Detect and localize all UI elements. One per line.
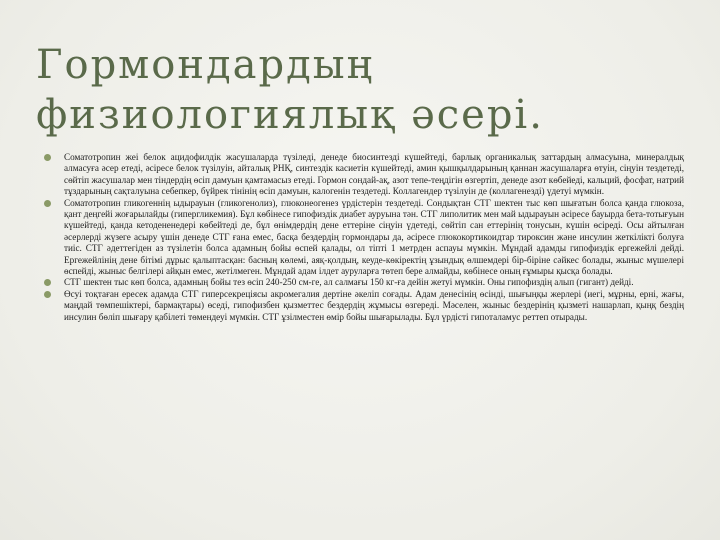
bullet-text: Соматотропин жеі белок ацидофилдік жасушаларда түзіледі, денеде биосинтезді күшейтеді, барлық органикалық заттардың алмасуына, минералдық алмасуға әсер етеді, әсіресе белок түзілуін, айталық РНҚ, синтездік касиетін күшейтеді, амин қышқылдарының қаннан жасушаларға өтуін, сіңуін тездетеді, сөйтіп жасушалар мен тіндердің өсіп дамуын қамтамасыз етеді. Гормон сондай-ақ, азот тепе-теңдігін өзгертіп, денеде азот көбейеді, кальций, фосфат, натрий тұздарының сақталуына себепкер, бүйрек тінінің өсіп дамуын, калогенін тездетеді. Коллагендер түзілуін де (коллагенезді) үдетуі мүмкін. xyxy=(64,152,684,197)
bullet-item xyxy=(44,289,684,323)
bullet-dot-icon xyxy=(44,279,51,286)
bullet-text: СТГ шектен тыс көп болса, адамның бойы тез өсіп 240-250 см-ге, ал салмағы 150 кг-ға дейін жетуі мүмкін. Оны гипофиздің алып (гигант) дейді. xyxy=(64,277,634,288)
bullet-dot-icon xyxy=(44,200,51,207)
bullet-text: Өсуі тоқтаған ересек адамда СТГ гиперсекреціясы акромегалия дертіне әкеліп соғады. Адам денесінің өсінді, шығыңқы жерлері (иегі, мұрны, ерні, жағы, маңдай төмпешіктері, бармақтары) өседі, гипофизбен қызметтес бездердің жұмысы өзгереді. Мәселен, жыныс бездерінің қызметі нашарлап, қыңқ бездің инсулин бөліп шығару қабілеті төмендеуі мүмкін. СТГ ұзілместен өмір бойы шығарылады. Бұл үрдісті гипоталамус реттеп отырады. xyxy=(64,288,684,322)
bullet-dot-icon xyxy=(44,154,51,161)
bullet-item xyxy=(44,152,684,198)
content-bullet-list xyxy=(44,152,684,323)
title-line-1: Гормондардың xyxy=(36,42,375,88)
bullet-item xyxy=(44,198,684,278)
slide-title xyxy=(36,40,696,140)
bullet-dot-icon xyxy=(44,291,51,298)
title-line-2: физиологиялық әсері. xyxy=(36,92,544,138)
bullet-text: Соматотропин гликогеннің ыдырауын (гликогенолиз), глюконеогенез үрдістерін тездетеді. Сондықтан СТГ шектен тыс көп шығатын болса қанда глюкоза, қант деңгейі жоғарылайды (гипергликемия). Бұл көбінесе гипофиздік диабет ауруына тән. СТГ липолитик мен май ыдырауын әсіресе бауырда бета-тотығуын күшейтеді, қанда кетодененедері көбейтеді де, бұл өнімдердің дене еттеріне сіңуін үдетеді, сөйтіп сан еттерінің тонусын, күшін өсіреді. Осы айтылған әсерлерді жүзеге асыру үшін денеде СТГ ғана емес, басқа бездердің гормондары да, әсіресе глюкокортикоидтар тироксин және инсулин жеткілікті болуға тиіс. СТГ әдеттегіден аз түзілетін болса адамның бойы өспей қалады, ол тіпті 1 метрден аспауы мүмкін. Мұндай адамды гипофиздік ергежейлі дейді. Ергежейлінің дене бітімі дұрыс қалыптасқан: басның көлемі, аяқ-қолдың, кеуде-көкіректің ұзындық өлшемдері бір-біріне сәйкес болады, жыныс мүшелері өспейді, жыныс белгілері айқын емес, жетілмеген. Мұндай адам ілдет ауруларға төтеп бере алмайды, көбінесе оның ғұмыры қысқа болады. xyxy=(64,197,684,277)
bullet-item xyxy=(44,277,684,288)
